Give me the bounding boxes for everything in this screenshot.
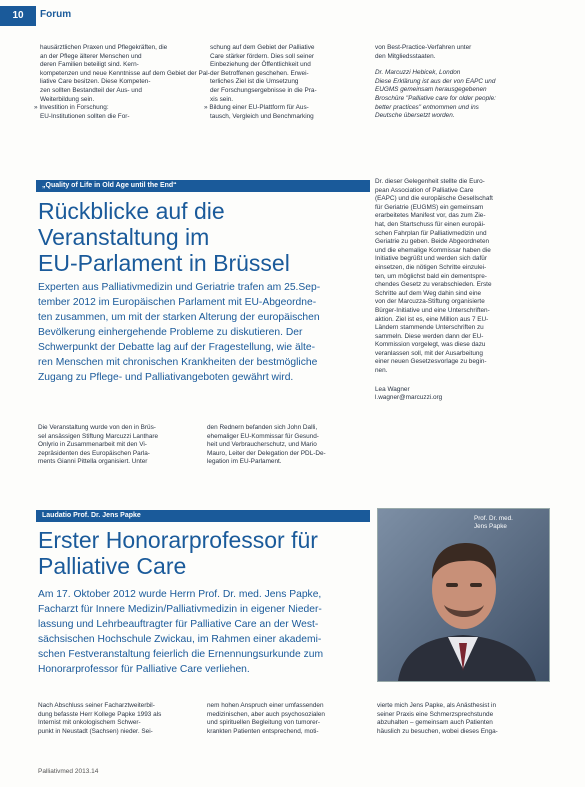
- text-line: schung auf dem Gebiet der Palliative: [210, 44, 315, 51]
- text-line: ten, um möglichst bald ein dementspre-: [375, 272, 487, 280]
- text-line: dung befasste Herr Kollege Papke 1993 als: [38, 710, 162, 718]
- text-line: der Betroffenen geschehen. Erwei-: [210, 69, 309, 77]
- portrait-photo: [377, 508, 550, 682]
- text-line: einsetzen, die nötigen Schritte einzulei-: [375, 263, 487, 271]
- text-line: Diese Erklärung ist aus der von EAPC und: [375, 77, 496, 85]
- lead-line: Honorarprofessor für Palliative Care verliehen.: [38, 664, 250, 675]
- lead-line: Zugang zu Pflege- und Palliativangeboten gewährt wird.: [38, 372, 294, 383]
- article-1-tag: „Quality of Life in Old Age until the End“: [36, 180, 370, 192]
- text-line: Nach Abschluss seiner Facharztweiterbil-: [38, 702, 155, 709]
- article-2-body-col-1: [38, 702, 198, 736]
- photo-caption: [474, 515, 513, 531]
- article-2-body-col-3: [377, 702, 552, 736]
- top-col-3: [375, 44, 550, 121]
- text-line: einer neuen Gesetzesvorlage zu begin-: [375, 358, 487, 366]
- text-line: hat, den Startschuss für einen europäi-: [375, 220, 486, 228]
- text-line: deren Familien beteiligt sind. Kern-: [40, 61, 139, 69]
- text-line: Geriatrie zu geben. Beide Abgeordneten: [375, 238, 490, 246]
- portrait-image: [378, 509, 549, 681]
- text-line: den Mitgliedsstaaten.: [375, 52, 436, 60]
- text-line: ehemaliger EU-Kommissar für Gesund-: [207, 432, 319, 440]
- text-line: und spirituellen Begleitung von tumorer-: [207, 719, 320, 727]
- text-line: Onlyrio in Zusammenarbeit mit den Vi-: [38, 441, 147, 449]
- text-line: sel ansässigen Stiftung Marcuzzi Lanthare: [38, 432, 159, 440]
- text-line: Kommission vorgelegt, was diese dazu: [375, 341, 486, 349]
- text-line: zen sollten Bestandteil der Aus- und: [40, 86, 142, 94]
- lead-line: Schwerpunkt der Debatte lag auf der Fragestellung, wie älte-: [38, 342, 316, 353]
- text-line: kompetenzen und neue Kenntnisse auf dem Gebiet der Pal-: [40, 69, 210, 77]
- text-line: Initiative begrüßt und werden sich dafür: [375, 255, 487, 263]
- text-line: erarbeitetes Manifest vor, das zum Zie-: [375, 212, 486, 220]
- text-line: Ländern stammende Unterschriften zu: [375, 324, 484, 332]
- text-line: Internist mit onkologischem Schwer-: [38, 719, 141, 727]
- article-2-title: [38, 527, 368, 579]
- text-line: (EAPC) und die europäische Gesellschaft: [375, 195, 493, 203]
- text-line: Mauro, Leiter der Delegation der PDL-De-: [207, 449, 326, 457]
- title-line: Rückblicke auf die: [38, 198, 225, 224]
- bullet-line: » Bildung einer EU-Plattform für Aus-: [204, 104, 309, 112]
- text-line: Broschüre "Palliative care for older people:: [375, 94, 496, 102]
- text-line: EUGMS gemeinsam herausgegebenen: [375, 86, 487, 94]
- text-line: xis sein.: [210, 95, 234, 103]
- article-1-body-col-1: [38, 424, 198, 467]
- page-number: 10: [0, 6, 36, 26]
- text-line: und die ehemalige Kommissar haben die: [375, 246, 491, 254]
- text-line: aktion. Ziel ist es, eine Million aus 7 EU-: [375, 315, 489, 323]
- text-line: medizinischen, aber auch psychosozialen: [207, 710, 325, 718]
- title-line: EU-Parlament in Brüssel: [38, 250, 290, 276]
- text-line: Einbeziehung der Öffentlichkeit und: [210, 61, 311, 69]
- text-line: pean Association of Palliative Care: [375, 186, 474, 194]
- text-line: von Best-Practice-Verfahren unter: [375, 44, 472, 51]
- top-col-1: [34, 44, 210, 121]
- text-line: Dr. dieser Gelegenheit stellte die Euro-: [375, 178, 485, 185]
- author-line: Lea Wagner: [375, 385, 410, 393]
- text-line: [375, 61, 550, 69]
- lead-line: ten zusammen, um mit der starken Alterung der europäischen: [38, 312, 320, 323]
- text-line: legation im EU-Parlament.: [207, 458, 282, 466]
- text-line: zepräsidenten des Europäischen Parla-: [38, 449, 150, 457]
- text-line: heit und Verbraucherschutz, und Mario: [207, 441, 317, 449]
- text-line: Bürger-Initiative und eine Unterschriften-: [375, 306, 490, 314]
- text-line: der Forschungsergebnisse in die Pra-: [210, 86, 317, 94]
- text-line: veranlassen soll, mit der Ausarbeitung: [375, 349, 483, 357]
- text-line: krankten Patienten entsprechend, moti-: [207, 727, 319, 735]
- text-line: terliches Ziel ist die Umsetzung: [210, 78, 299, 86]
- email-link[interactable]: l.wagner@marcuzzi.org: [375, 394, 443, 402]
- text-line: hausärztlichen Praxen und Pflegekräften, die: [40, 44, 168, 51]
- article-1-title: [38, 198, 368, 276]
- text-line: better practices" entnommen und ins: [375, 103, 479, 111]
- text-line: schen Fahrplan für Palliativmedizin und: [375, 229, 487, 237]
- text-line: EU-Institutionen sollten die For-: [40, 112, 130, 120]
- text-line: Weiterbildung sein.: [40, 95, 95, 103]
- article-2-body-col-2: [207, 702, 367, 736]
- article-1-side-col: [375, 178, 550, 403]
- text-line: den Rednern befanden sich John Dalli,: [207, 424, 318, 431]
- title-line: Palliative Care: [38, 553, 187, 579]
- article-1-lead: [38, 280, 368, 385]
- text-line: vierte mich Jens Papke, als Anästhesist in: [377, 702, 496, 709]
- lead-line: schen Festveranstaltung feierlich die Ernennungsurkunde zum: [38, 649, 324, 660]
- text-line: seiner Praxis eine Schmerzsprechstunde: [377, 710, 494, 718]
- lead-line: sächsischen Hochschule Zwickau, im Rahmen einer akademi-: [38, 634, 322, 645]
- text-line: für Geriatrie (EUGMS) ein gemeinsam: [375, 203, 484, 211]
- bullet-line: » Investition in Forschung:: [34, 104, 109, 112]
- text-line: häuslich zu besuchen, wobei dieses Enga-: [377, 727, 498, 735]
- text-line: Care stärker fördern. Dies soll seiner: [210, 52, 315, 60]
- article-2-lead: [38, 587, 378, 677]
- text-line: abzuhalten – gemeinsam auch Patienten: [377, 719, 493, 727]
- text-line: sammeln. Diese werden dann der EU-: [375, 332, 484, 340]
- author-line: Dr. Marcuzzi Hebicek, London: [375, 69, 461, 77]
- text-line: Schritte auf dem Weg dahin sind eine: [375, 289, 482, 297]
- lead-line: Am 17. Oktober 2012 wurde Herrn Prof. Dr. med. Jens Papke,: [38, 589, 322, 600]
- text-line: Die Veranstaltung wurde von den in Brüs-: [38, 424, 156, 431]
- text-line: ments Gianni Pittella organisiert. Unter: [38, 458, 148, 466]
- text-line: Deutsche übersetzt worden.: [375, 112, 455, 120]
- text-line: an der Pflege älterer Menschen und: [40, 52, 142, 60]
- page-footer: Palliativmed 2013.14: [38, 768, 99, 775]
- top-col-2: [204, 44, 360, 121]
- lead-line: Bevölkerung einhergehende Probleme zu diskutieren. Der: [38, 327, 303, 338]
- text-line: tausch, Vergleich und Benchmarking: [210, 112, 314, 120]
- lead-line: tember 2012 im Europäischen Parlament mit EU-Abgeordne-: [38, 297, 317, 308]
- text-line: liative Care besitzen. Diese Kompeten-: [40, 78, 151, 86]
- lead-line: lassung und Lehrbeauftragter für Palliative Care an der West-: [38, 619, 319, 630]
- article-2-tag: Laudatio Prof. Dr. Jens Papke: [36, 510, 370, 522]
- caption-line: Prof. Dr. med.: [474, 515, 513, 522]
- lead-line: Experten aus Palliativmedizin und Geriatrie trafen am 25.Sep-: [38, 282, 321, 293]
- text-line: chendes Gesetz zu verabschieden. Erste: [375, 281, 492, 289]
- text-line: nem hohen Anspruch einer umfassenden: [207, 702, 324, 709]
- article-1-body-col-2: [207, 424, 367, 467]
- text-line: von der Marcuzza-Stiftung organisierte: [375, 298, 485, 306]
- text-line: nen.: [375, 367, 388, 375]
- lead-line: Facharzt für Innere Medizin/Palliativmedizin in eigener Nieder-: [38, 604, 322, 615]
- title-line: Erster Honorarprofessor für: [38, 527, 318, 553]
- text-line: [375, 376, 550, 386]
- title-line: Veranstaltung im: [38, 224, 210, 250]
- section-label: Forum: [40, 9, 72, 20]
- page-header: [0, 6, 585, 26]
- text-line: punkt in Neustadt (Sachsen) nieder. Sei-: [38, 727, 153, 735]
- caption-line: Jens Papke: [474, 523, 507, 530]
- lead-line: ren Menschen mit chronischen Krankheiten der bestmögliche: [38, 357, 318, 368]
